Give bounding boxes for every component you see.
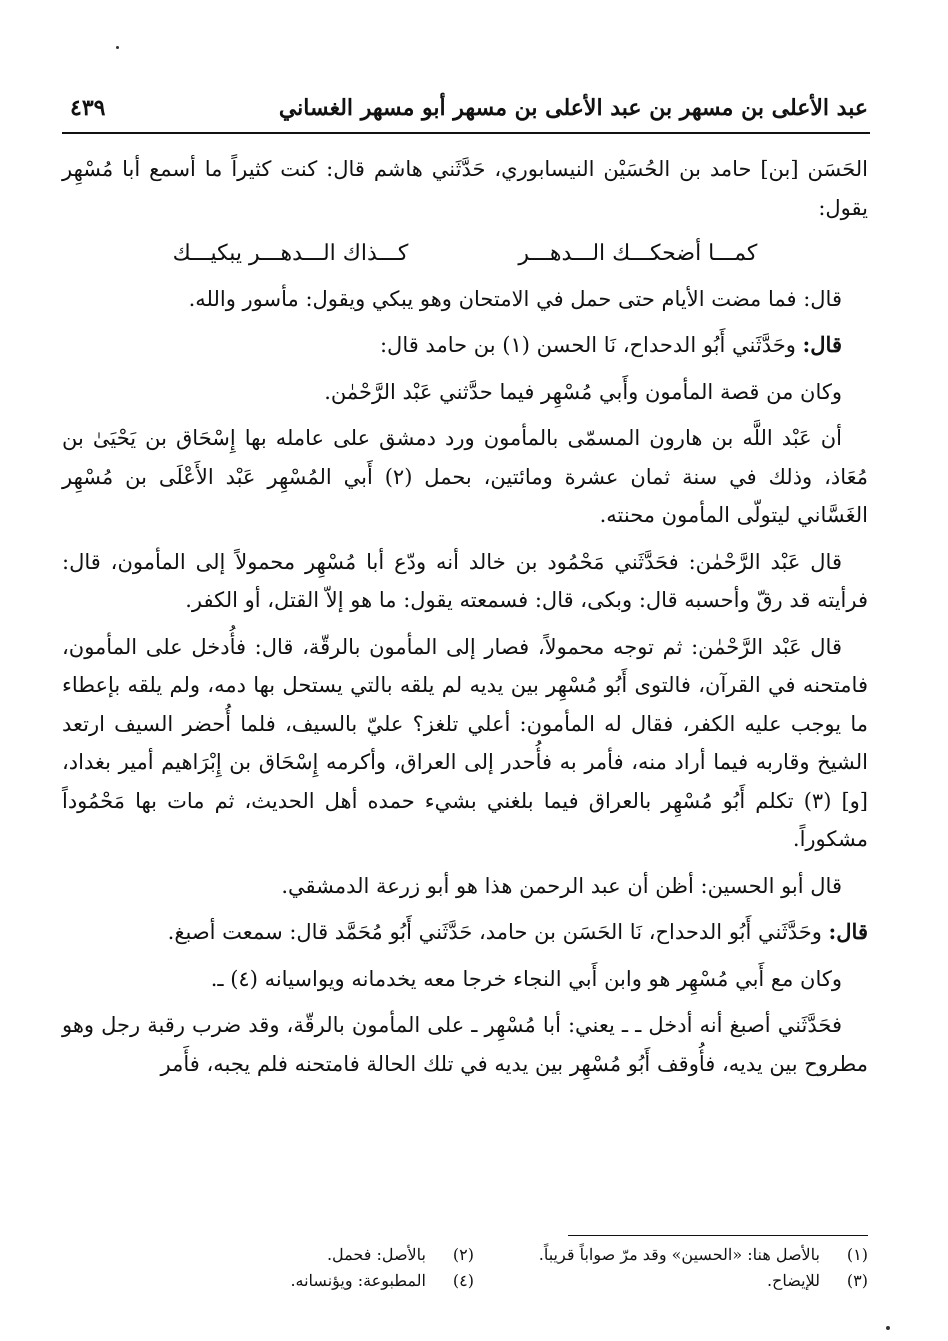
- paragraph: قال عَبْد الرَّحْمٰن: فحَدَّثَني مَحْمُود بن خالد أنه ودّع أبا مُسْهِر محمولاً إلى المأمون، قال: فرأيته قد رقّ وأحسبه قال: وبكى، قال: فسمعته يقول: ما هو إلاّ القتل، أو الكفر.: [62, 549, 868, 612]
- page-number: ٤٣٩: [70, 95, 106, 121]
- lead-label: قال:: [828, 919, 868, 944]
- footnote: [80, 1268, 474, 1294]
- scan-speck: [886, 1326, 890, 1330]
- footnote-number: (٣): [846, 1271, 868, 1290]
- header-rule: [62, 132, 870, 134]
- paragraph: [62, 326, 868, 365]
- footnote-row: [80, 1242, 868, 1268]
- running-title: عبد الأعلى بن مسهر بن عبد الأعلى بن مسهر أبو مسهر الغساني: [278, 95, 868, 121]
- page-header: [70, 88, 868, 128]
- paragraph: أن عَبْد اللَّه بن هارون المسمّى بالمأمون ورد دمشق على عامله بها إِسْحَاق بن يَحْيَىٰ بن مُعَاذ، وذلك في سنة ثمان عشرة ومائتين، بحمل (٢) أَبي المُسْهِر عَبْد الأَعْلَى بن مُسْهِر الغَسَّاني ليتولّى المأمون محنته.: [62, 426, 868, 527]
- verse-second-hemistich: كـــذاك الـــدهـــر يبكيـــك: [172, 241, 409, 266]
- footnote-text: المطبوعة: ويؤنسانه.: [290, 1271, 426, 1290]
- lead-label: قال:: [802, 332, 842, 357]
- footnote-text: بالأصل هنا: «الحسين» وقد مرّ صواباً قريباً.: [538, 1245, 820, 1264]
- footnote-number: (٤): [452, 1271, 474, 1290]
- footnote-rule: [568, 1235, 868, 1236]
- paragraph: وكان مع أَبي مُسْهِر هو وابن أَبي النجاء خرجا معه يخدمانه ويواسيانه (٤) ـ.: [210, 966, 842, 991]
- footnote-text: للإيضاح.: [766, 1271, 820, 1290]
- paragraph: قال: فما مضت الأيام حتى حمل في الامتحان وهو يبكي ويقول: مأسور والله.: [188, 286, 842, 311]
- paragraph-text: وحَدَّثَني أَبُو الدحداح، نَا الحسن (١) بن حامد قال:: [379, 333, 796, 357]
- paragraph: قال عَبْد الرَّحْمٰن: ثم توجه محمولاً، فصار إلى المأمون بالرقّة، قال: فأُدخل على المأمون، فامتحنه في القرآن، فالتوى أَبُو مُسْهِر بين يديه لم يلقه بالتي يستحل بها دمه، ولم يلقه بإعطاء ما يوجب عليه الكفر، فقال له المأمون: أعلي تلغز؟ عليّ بالسيف، فلما أُحضر السيف ارتعد الشيخ وقاربه فيما أراد منه، فأمر به فأُحدر إلى العراق، وأكرمه إِسْحَاق بن إِبْرَاهيم أمير بغداد، [و] (٣) تكلم أَبُو مُسْهِر بالعراق فيما بلغني بشيء حمده أهل الحديث، ثم مات بها مَحْمُوداً مشكوراً.: [62, 634, 868, 851]
- paragraph: فحَدَّثَني أصبغ أنه أدخل ـ ـ يعني: أبا مُسْهِر ـ على المأمون بالرقّة، وقد ضرب رقبة رجل وهو مطروح بين يديه، فأُوقف أَبُو مُسْهِر بين يديه في تلك الحالة فامتحنه فلم يجبه، فأَمر: [62, 1013, 868, 1076]
- paragraph: قال أبو الحسين: أظن أن عبد الرحمن هذا هو أبو زرعة الدمشقي.: [281, 873, 842, 898]
- paragraph: [62, 913, 868, 952]
- paragraph: وكان من قصة المأمون وأَبي مُسْهِر فيما حدَّثني عَبْد الرَّحْمٰن.: [324, 379, 842, 404]
- footnote: [80, 1242, 474, 1268]
- verse-first-hemistich: كمـــا أضحكـــك الـــدهـــر: [518, 241, 758, 266]
- footnote: [474, 1242, 868, 1268]
- paragraph: الحَسَن [بن] حامد بن الحُسَيْن النيسابوري، حَدَّثَني هاشم قال: كنت كثيراً ما أسمع أبا مُسْهِر يقول:: [62, 157, 868, 220]
- footnote-row: [80, 1268, 868, 1294]
- scan-speck: [116, 46, 119, 49]
- paragraph-text: وحَدَّثَني أَبُو الدحداح، نَا الحَسَن بن حامد، حَدَّثَني أَبُو مُحَمَّد قال: سمعت أصبغ.: [167, 920, 822, 944]
- footnote: [474, 1268, 868, 1294]
- footnote-number: (٢): [452, 1245, 474, 1264]
- body-text: [62, 150, 868, 1091]
- footnotes: [80, 1242, 868, 1294]
- footnote-number: (١): [846, 1245, 868, 1264]
- poetry-verse: [62, 235, 868, 274]
- footnote-text: بالأصل: فحمل.: [326, 1245, 426, 1264]
